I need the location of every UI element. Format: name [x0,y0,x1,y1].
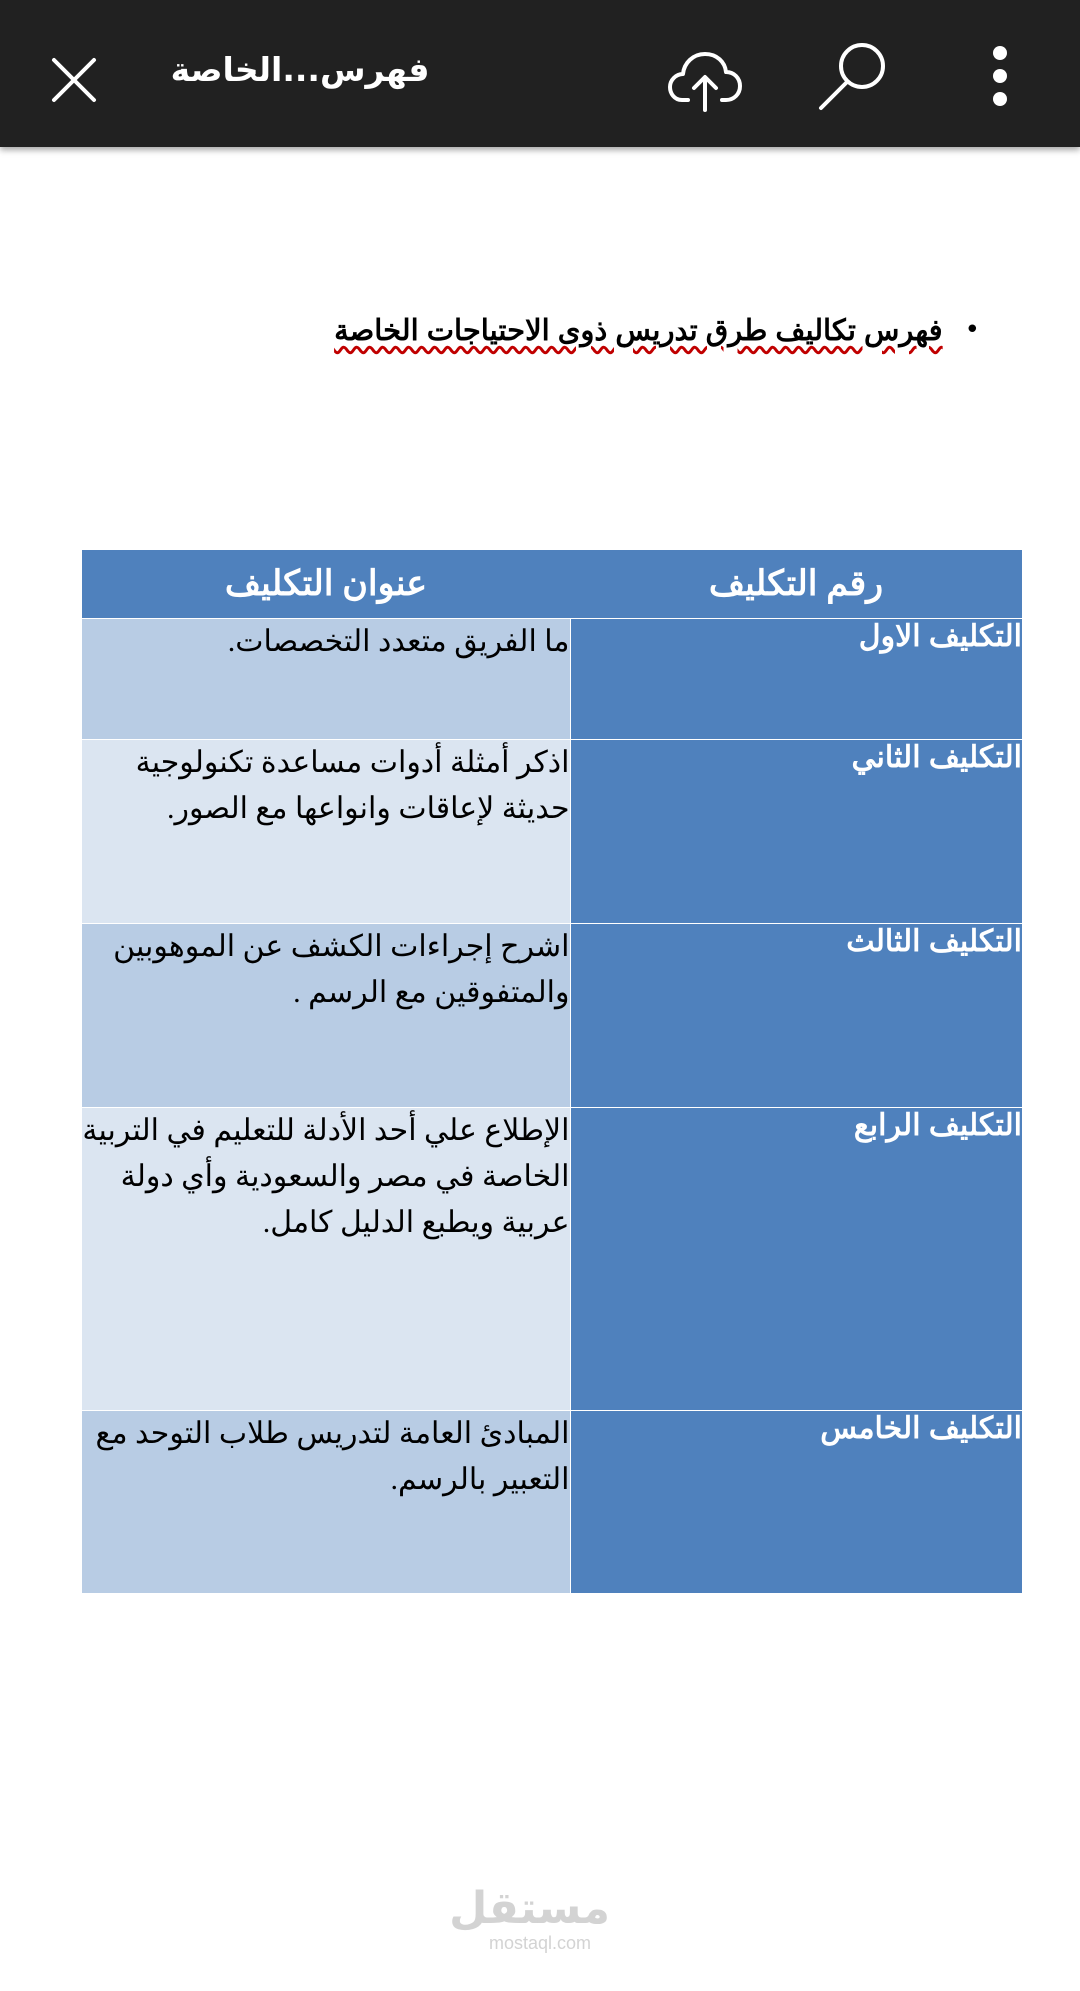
watermark-arabic: مستقل [449,1883,610,1934]
mostaql-watermark [449,1883,610,1954]
assignment-title: ما الفريق متعدد التخصصات. [82,619,570,740]
table-header-row [82,550,1022,619]
header-assignment-title: عنوان التكليف [82,550,570,619]
assignment-number: التكليف الخامس [570,1411,1022,1594]
assignment-number: التكليف الرابع [570,1108,1022,1411]
cloud-upload-icon [668,48,742,112]
search-button[interactable] [815,40,891,112]
table-row [82,740,1022,924]
table-row [82,619,1022,740]
assignment-title: المبادئ العامة لتدريس طلاب التوحد مع التعبير بالرسم. [82,1411,570,1594]
document-title: فهرس...الخاصة [170,50,430,89]
close-icon [44,50,104,110]
search-icon [815,40,891,112]
upload-button[interactable] [668,48,742,112]
app-bar [0,0,1080,147]
document-heading: فهرس تكاليف طرق تدريس ذوى الاحتياجات الخاصة [334,314,943,347]
more-vertical-icon [985,44,1015,110]
document-heading-row [300,300,980,360]
table-row [82,924,1022,1108]
assignment-number: التكليف الثالث [570,924,1022,1108]
close-button[interactable] [44,50,104,110]
assignments-table [82,550,1022,1593]
assignment-title: اشرح إجراءات الكشف عن الموهوبين والمتفوقين مع الرسم . [82,924,570,1108]
table-row [82,1411,1022,1594]
assignment-title: اذكر أمثلة أدوات مساعدة تكنولوجية حديثة لإعاقات وانواعها مع الصور. [82,740,570,924]
more-options-button[interactable] [985,44,1015,110]
bullet-marker: • [964,315,980,345]
assignment-number: التكليف الاول [570,619,1022,740]
assignment-title: الإطلاع علي أحد الأدلة للتعليم في التربية الخاصة في مصر والسعودية وأي دولة عربية ويطبع الدليل كامل. [82,1108,570,1411]
watermark-latin: mostaql.com [488,1933,592,1953]
table-row [82,1108,1022,1411]
assignment-number: التكليف الثاني [570,740,1022,924]
header-assignment-number: رقم التكليف [570,550,1022,619]
